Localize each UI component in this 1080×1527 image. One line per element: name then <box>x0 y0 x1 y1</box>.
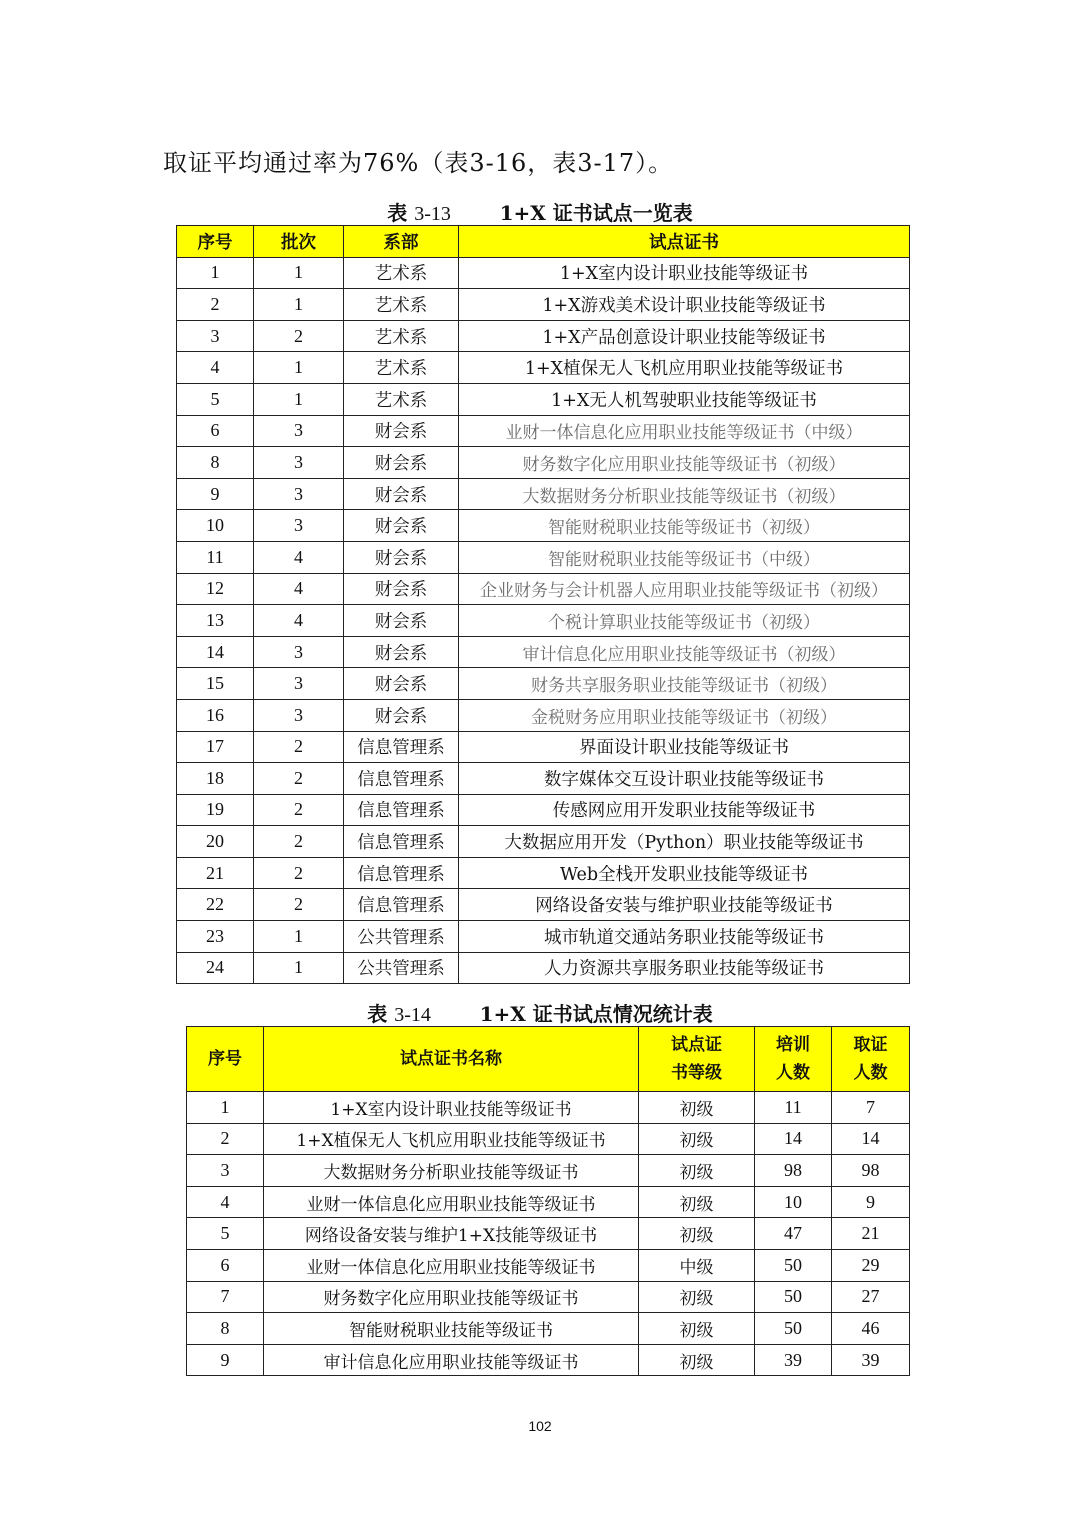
header-row <box>177 226 910 258</box>
table-cell: 47 <box>755 1218 832 1250</box>
table-body <box>187 1092 910 1376</box>
table-cell: 4 <box>254 541 344 573</box>
table-cell: 5 <box>177 383 254 415</box>
table-cell: 财会系 <box>344 510 459 542</box>
table-cell: 智能财税职业技能等级证书 <box>264 1313 639 1345</box>
table-row <box>177 447 910 479</box>
table-row <box>177 383 910 415</box>
caption-prefix: 表 <box>387 201 408 225</box>
table-cell: 98 <box>832 1155 910 1187</box>
column-header: 序号 <box>187 1027 264 1092</box>
table-row <box>187 1344 910 1376</box>
table-cell: 3 <box>254 510 344 542</box>
table-cell: 财会系 <box>344 699 459 731</box>
table-cell: 29 <box>832 1249 910 1281</box>
table-cell: 21 <box>177 857 254 889</box>
column-header: 取证 人数 <box>832 1027 910 1092</box>
table-cell: 公共管理系 <box>344 952 459 984</box>
table-cell: 信息管理系 <box>344 763 459 795</box>
table-cell: 50 <box>755 1249 832 1281</box>
table-cell: 24 <box>177 952 254 984</box>
table-cell: 3 <box>187 1155 264 1187</box>
table-cell: 公共管理系 <box>344 921 459 953</box>
table-cell: 1 <box>254 383 344 415</box>
table-cell: 1 <box>254 921 344 953</box>
table-cell: 业财一体信息化应用职业技能等级证书 <box>264 1186 639 1218</box>
table-cell: 1 <box>254 952 344 984</box>
table-cell: 数字媒体交互设计职业技能等级证书 <box>459 763 910 795</box>
table-cell: 中级 <box>639 1249 755 1281</box>
table-cell: 4 <box>254 605 344 637</box>
table-row <box>177 320 910 352</box>
table-cell: 3 <box>254 415 344 447</box>
table-row <box>177 605 910 637</box>
table-cell: 16 <box>177 699 254 731</box>
table-cell: 2 <box>254 857 344 889</box>
table-cell: 2 <box>187 1123 264 1155</box>
table-cell: 财会系 <box>344 668 459 700</box>
table-cell: 金税财务应用职业技能等级证书（初级） <box>459 699 910 731</box>
table-cell: 7 <box>187 1281 264 1313</box>
table-row <box>187 1281 910 1313</box>
table-cell: 6 <box>177 415 254 447</box>
certificate-statistics-table <box>186 1026 910 1376</box>
table-cell: 初级 <box>639 1281 755 1313</box>
table-cell: 8 <box>177 447 254 479</box>
table-cell: 艺术系 <box>344 352 459 384</box>
table-cell: 1+X植保无人飞机应用职业技能等级证书 <box>459 352 910 384</box>
table-row <box>177 763 910 795</box>
table-cell: 艺术系 <box>344 383 459 415</box>
table-row <box>187 1218 910 1250</box>
table-cell: 14 <box>177 636 254 668</box>
table-cell: 23 <box>177 921 254 953</box>
table-cell: 9 <box>177 478 254 510</box>
table-row <box>177 289 910 321</box>
table-cell: 企业财务与会计机器人应用职业技能等级证书（初级） <box>459 573 910 605</box>
table-cell: 网络设备安装与维护职业技能等级证书 <box>459 889 910 921</box>
table-cell: 9 <box>832 1186 910 1218</box>
table-cell: 6 <box>187 1249 264 1281</box>
table-cell: 2 <box>254 826 344 858</box>
table-cell: 传感网应用开发职业技能等级证书 <box>459 794 910 826</box>
table-cell: 初级 <box>639 1123 755 1155</box>
table-cell: 1+X游戏美术设计职业技能等级证书 <box>459 289 910 321</box>
table-cell: 15 <box>177 668 254 700</box>
table-cell: 业财一体信息化应用职业技能等级证书 <box>264 1249 639 1281</box>
table-cell: 2 <box>254 731 344 763</box>
column-header: 系部 <box>344 226 459 258</box>
table-cell: 4 <box>254 573 344 605</box>
table-row <box>177 541 910 573</box>
table-cell: 39 <box>755 1344 832 1376</box>
table-cell: 1+X植保无人飞机应用职业技能等级证书 <box>264 1123 639 1155</box>
table-cell: 17 <box>177 731 254 763</box>
table-row <box>177 636 910 668</box>
table-3-13-caption <box>0 197 1080 226</box>
table-cell: 大数据应用开发（Python）职业技能等级证书 <box>459 826 910 858</box>
table-cell: 50 <box>755 1313 832 1345</box>
table-cell: 46 <box>832 1313 910 1345</box>
table-cell: 财会系 <box>344 447 459 479</box>
table-cell: 初级 <box>639 1186 755 1218</box>
table-cell: 2 <box>177 289 254 321</box>
table-cell: 初级 <box>639 1313 755 1345</box>
table-cell: 财会系 <box>344 573 459 605</box>
page-number: 102 <box>528 1418 552 1434</box>
table-cell: 网络设备安装与维护1+X技能等级证书 <box>264 1218 639 1250</box>
table-cell: 1+X室内设计职业技能等级证书 <box>264 1092 639 1124</box>
table-cell: 11 <box>755 1092 832 1124</box>
table-cell: 2 <box>254 794 344 826</box>
table-row <box>177 257 910 289</box>
table-cell: 1 <box>254 352 344 384</box>
table-cell: 艺术系 <box>344 289 459 321</box>
table-cell: 财会系 <box>344 541 459 573</box>
column-header: 试点证书名称 <box>264 1027 639 1092</box>
table-cell: 财会系 <box>344 605 459 637</box>
certificate-pilot-table <box>176 225 910 984</box>
table-cell: 财务数字化应用职业技能等级证书 <box>264 1281 639 1313</box>
table-cell: 信息管理系 <box>344 826 459 858</box>
table-cell: 98 <box>755 1155 832 1187</box>
table-cell: 7 <box>832 1092 910 1124</box>
table-cell: 1+X产品创意设计职业技能等级证书 <box>459 320 910 352</box>
table-cell: 20 <box>177 826 254 858</box>
table-cell: 4 <box>177 352 254 384</box>
table-cell: 3 <box>177 320 254 352</box>
table-cell: 财会系 <box>344 415 459 447</box>
table-row <box>187 1186 910 1218</box>
table-cell: Web全栈开发职业技能等级证书 <box>459 857 910 889</box>
table-row <box>177 699 910 731</box>
table-cell: 1 <box>187 1092 264 1124</box>
table-cell: 艺术系 <box>344 320 459 352</box>
table-cell: 39 <box>832 1344 910 1376</box>
table-cell: 12 <box>177 573 254 605</box>
table-cell: 9 <box>187 1344 264 1376</box>
column-header: 试点证 书等级 <box>639 1027 755 1092</box>
table-cell: 3 <box>254 699 344 731</box>
table-cell: 信息管理系 <box>344 794 459 826</box>
table-row <box>177 352 910 384</box>
table-row <box>187 1249 910 1281</box>
table-row <box>177 921 910 953</box>
table-cell: 财会系 <box>344 636 459 668</box>
caption-number: 3-14 <box>394 1004 431 1026</box>
table-row <box>177 478 910 510</box>
table-cell: 人力资源共享服务职业技能等级证书 <box>459 952 910 984</box>
intro-paragraph: 取证平均通过率为76%（表3-16，表3-17）。 <box>163 149 674 177</box>
caption-prefix: 表 <box>367 1002 388 1026</box>
column-header: 序号 <box>177 226 254 258</box>
table-cell: 智能财税职业技能等级证书（中级） <box>459 541 910 573</box>
table-cell: 智能财税职业技能等级证书（初级） <box>459 510 910 542</box>
table-row <box>177 952 910 984</box>
column-header: 培训 人数 <box>755 1027 832 1092</box>
table-cell: 城市轨道交通站务职业技能等级证书 <box>459 921 910 953</box>
caption-title: 1+X 证书试点一览表 <box>499 201 693 225</box>
table-row <box>177 889 910 921</box>
table-row <box>177 731 910 763</box>
table-cell: 2 <box>254 320 344 352</box>
table-row <box>177 826 910 858</box>
caption-number: 3-13 <box>414 203 451 225</box>
table-row <box>177 857 910 889</box>
table-cell: 财务共享服务职业技能等级证书（初级） <box>459 668 910 700</box>
table-cell: 50 <box>755 1281 832 1313</box>
table-cell: 1+X无人机驾驶职业技能等级证书 <box>459 383 910 415</box>
table-cell: 1 <box>254 289 344 321</box>
table-cell: 14 <box>755 1123 832 1155</box>
table-body <box>177 257 910 984</box>
table-cell: 审计信息化应用职业技能等级证书 <box>264 1344 639 1376</box>
table-cell: 审计信息化应用职业技能等级证书（初级） <box>459 636 910 668</box>
table-cell: 1 <box>177 257 254 289</box>
table-cell: 大数据财务分析职业技能等级证书 <box>264 1155 639 1187</box>
table-cell: 业财一体信息化应用职业技能等级证书（中级） <box>459 415 910 447</box>
table-cell: 个税计算职业技能等级证书（初级） <box>459 605 910 637</box>
column-header: 试点证书 <box>459 226 910 258</box>
table-cell: 初级 <box>639 1344 755 1376</box>
table-cell: 18 <box>177 763 254 795</box>
table-cell: 13 <box>177 605 254 637</box>
table-cell: 4 <box>187 1186 264 1218</box>
table-cell: 初级 <box>639 1155 755 1187</box>
table-cell: 初级 <box>639 1092 755 1124</box>
table-cell: 财务数字化应用职业技能等级证书（初级） <box>459 447 910 479</box>
table-row <box>187 1092 910 1124</box>
table-cell: 1+X室内设计职业技能等级证书 <box>459 257 910 289</box>
header-row <box>187 1027 910 1092</box>
table-cell: 财会系 <box>344 478 459 510</box>
table-row <box>187 1123 910 1155</box>
table-cell: 3 <box>254 447 344 479</box>
table-row <box>177 573 910 605</box>
table-cell: 初级 <box>639 1218 755 1250</box>
table-row <box>177 794 910 826</box>
table-cell: 5 <box>187 1218 264 1250</box>
table-cell: 3 <box>254 636 344 668</box>
table-cell: 8 <box>187 1313 264 1345</box>
table-cell: 3 <box>254 478 344 510</box>
table-cell: 信息管理系 <box>344 889 459 921</box>
table-cell: 27 <box>832 1281 910 1313</box>
column-header: 批次 <box>254 226 344 258</box>
table-3-14-caption <box>0 998 1080 1027</box>
table-row <box>177 415 910 447</box>
table-cell: 信息管理系 <box>344 857 459 889</box>
table-cell: 10 <box>177 510 254 542</box>
table-cell: 10 <box>755 1186 832 1218</box>
table-cell: 信息管理系 <box>344 731 459 763</box>
table-cell: 19 <box>177 794 254 826</box>
table-row <box>177 668 910 700</box>
table-cell: 14 <box>832 1123 910 1155</box>
caption-title: 1+X 证书试点情况统计表 <box>479 1002 713 1026</box>
table-cell: 3 <box>254 668 344 700</box>
table-row <box>177 510 910 542</box>
table-row <box>187 1313 910 1345</box>
table-cell: 21 <box>832 1218 910 1250</box>
table-cell: 艺术系 <box>344 257 459 289</box>
table-cell: 2 <box>254 889 344 921</box>
table-cell: 1 <box>254 257 344 289</box>
table-cell: 大数据财务分析职业技能等级证书（初级） <box>459 478 910 510</box>
table-cell: 界面设计职业技能等级证书 <box>459 731 910 763</box>
table-cell: 22 <box>177 889 254 921</box>
table-row <box>187 1155 910 1187</box>
table-cell: 11 <box>177 541 254 573</box>
table-cell: 2 <box>254 763 344 795</box>
